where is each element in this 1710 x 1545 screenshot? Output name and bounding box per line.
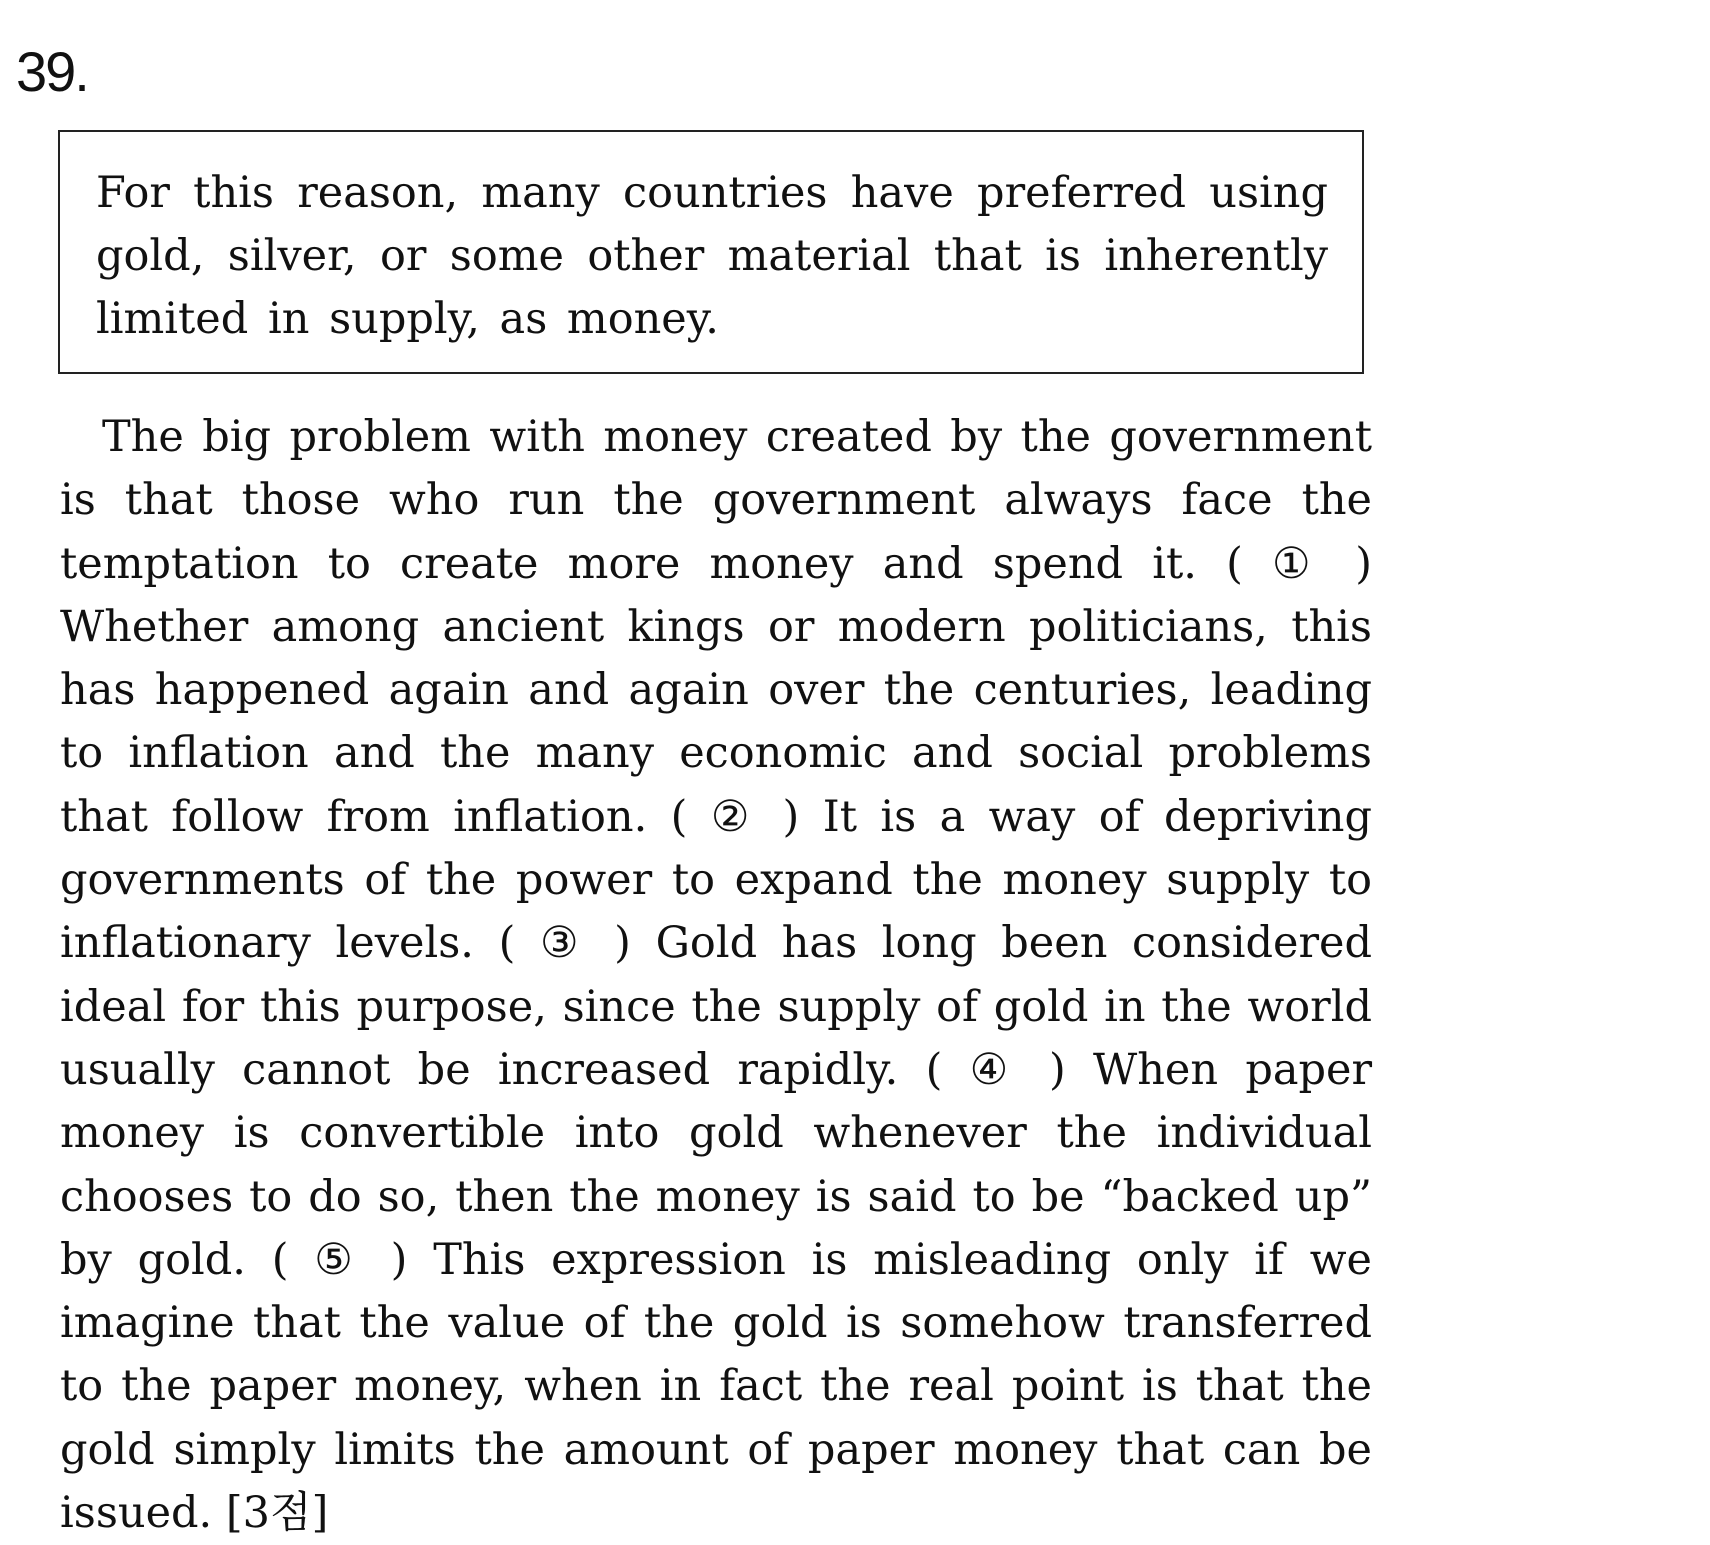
question-number: 39. [16, 40, 88, 103]
points-label: [3점] [225, 1488, 329, 1539]
passage-text-1: The big problem with money created by the government is that those who run the government always face the temptation to create more money and spend it. [60, 412, 1372, 589]
insertion-marker-3: ( ③ ) [498, 918, 631, 969]
insertion-marker-2: ( ② ) [670, 791, 800, 842]
passage-text-3: It is a way of depriving governments of the power to expand the money supply to inflationary levels. [60, 791, 1373, 969]
insertion-marker-4: ( ④ ) [925, 1044, 1066, 1095]
passage-text-2: Whether among ancient kings or modern politicians, this has happened again and again over the centuries, leading to inflation and the many economic and social problems that follow from inflation. [60, 601, 1372, 842]
insertion-marker-1: ( ① ) [1226, 538, 1373, 589]
passage-text-4: Gold has long been considered ideal for this purpose, since the supply of gold in the world usually cannot be increased rapidly. [60, 918, 1373, 1095]
passage-paragraph [60, 406, 1372, 1545]
given-sentence-box [58, 130, 1364, 374]
insertion-marker-5: ( ⑤ ) [271, 1234, 408, 1285]
given-sentence: For this reason, many countries have preferred using gold, silver, or some other material that is inherently limited in supply, as money. [96, 168, 1328, 344]
passage-text-6: This expression is misleading only if we imagine that the value of the gold is somehow transferred to the paper money, when in fact the real point is that the gold simply limits the amount of paper money that can be issued. [60, 1234, 1372, 1539]
passage-text-5: When paper money is convertible into gold whenever the individual chooses to do so, then the money is said to be “backed up” by gold. [60, 1044, 1373, 1285]
